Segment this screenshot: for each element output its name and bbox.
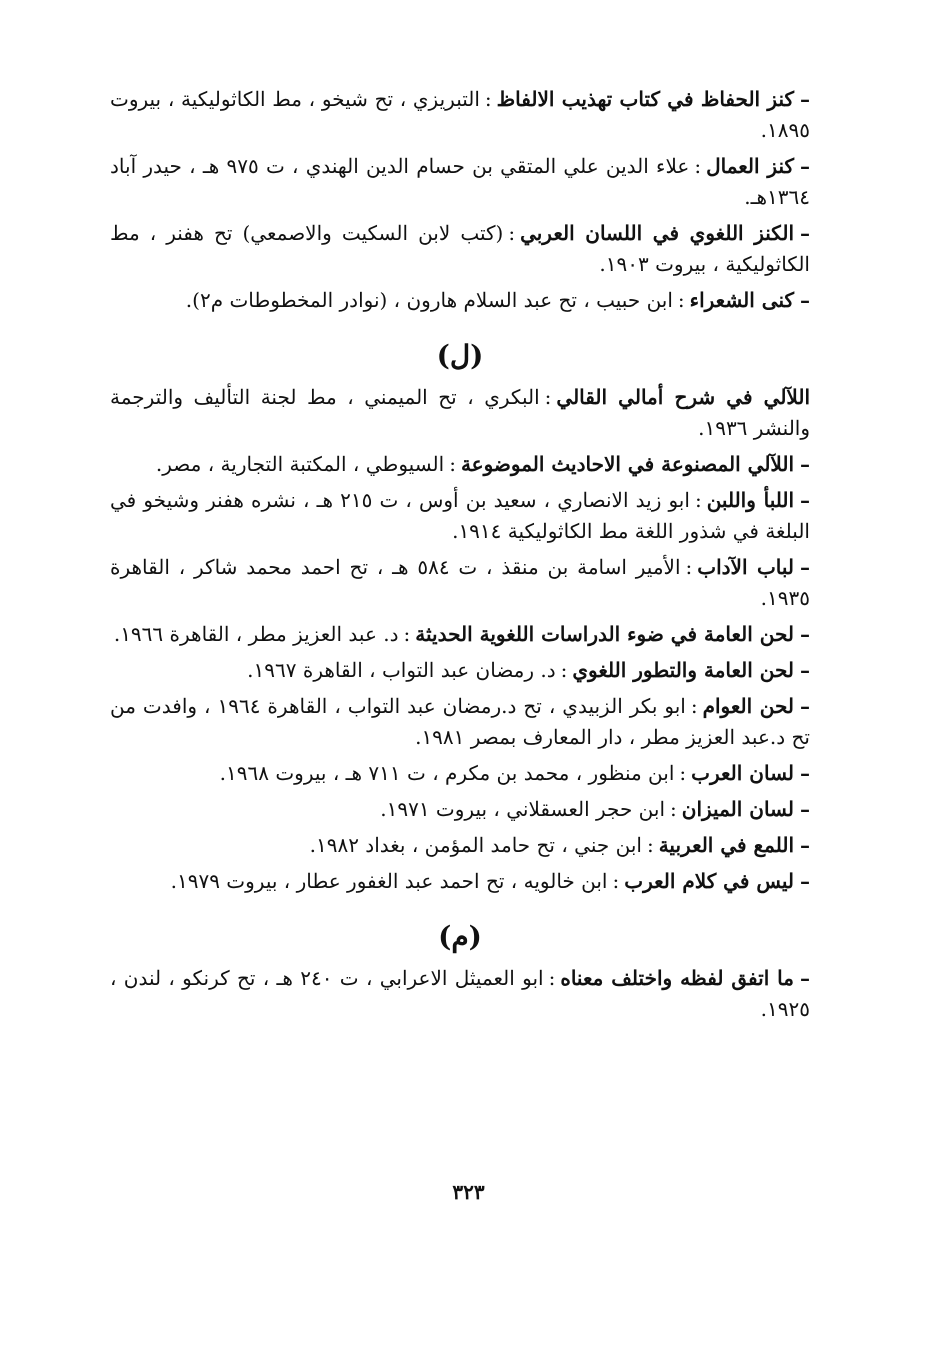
bibliography-entry: –لسان الميزان:ابن حجر العسقلاني ، بيروت ١٩٧١. — [380, 797, 810, 821]
bibliography-entry: –ما اتفق لفظه واختلف معناه:ابو العميثل الاعرابي ، ت ٢٤٠ هـ ، تح كرنكو ، لندن ، ١٩٢٥. — [110, 966, 810, 1021]
bibliography-entry: –اللآلي المصنوعة في الاحاديث الموضوعة:السيوطي ، المكتبة التجارية ، مصر. — [155, 452, 810, 476]
entry-detail: د. عبد العزيز مطر ، القاهرة ١٩٦٦. — [113, 622, 399, 646]
entry-title: ما اتفق لفظه واختلف معناه — [560, 966, 794, 990]
page-number: ٣٢٣ — [452, 1180, 485, 1204]
entry-dash: – — [800, 87, 811, 111]
section-lam — [110, 336, 810, 897]
entry-title: كنز العمال — [706, 154, 795, 178]
bibliography-entry: –لحن العامة في ضوء الدراسات اللغوية الحديثة:د. عبد العزيز مطر ، القاهرة ١٩٦٦. — [113, 622, 810, 646]
bibliography-entry: –كنز الحفاظ في كتاب تهذيب الالفاظ:التبريزي ، تح شيخو ، مط الكاثوليكية ، بيروت ١٨٩٥. — [110, 87, 811, 142]
entry-detail: ابن خالويه ، تح احمد عبد الغفور عطار ، بيروت ١٩٧٩. — [170, 869, 608, 893]
entry-title: اللآلي في شرح أمالي القالي — [556, 385, 810, 409]
entry-title: الكنز اللغوي في اللسان العربي — [520, 221, 794, 245]
entry-detail: ابن حبيب ، تح عبد السلام هارون ، (نوادر المخطوطات م٢). — [185, 288, 673, 312]
entry-detail: الأمير اسامة بن منقذ ، ت ٥٨٤ هـ ، تح احمد محمد شاكر ، القاهرة ١٩٣٥. — [110, 555, 810, 610]
entry-title: اللآلي المصنوعة في الاحاديث الموضوعة — [460, 452, 794, 476]
entry-dash: – — [800, 221, 810, 245]
entry-dash: – — [800, 658, 810, 682]
entry-detail: د. رمضان عبد التواب ، القاهرة ١٩٦٧. — [247, 658, 556, 682]
entry-title: كنى الشعراء — [689, 288, 794, 312]
entry-dash: – — [800, 154, 811, 178]
entry-detail: ابن حجر العسقلاني ، بيروت ١٩٧١. — [380, 797, 666, 821]
entry-dash: – — [800, 966, 810, 990]
entry-title: اللبأ واللبن — [706, 488, 794, 512]
entry-title: لسان الميزان — [681, 797, 794, 821]
bibliography-entry: –لسان العرب:ابن منظور ، محمد بن مكرم ، ت ٧١١ هـ ، بيروت ١٩٦٨. — [219, 761, 810, 785]
bibliography-entry: –ليس في كلام العرب:ابن خالويه ، تح احمد عبد الغفور عطار ، بيروت ١٩٧٩. — [170, 869, 810, 893]
entry-title: كنز الحفاظ في كتاب تهذيب الالفاظ — [496, 87, 795, 111]
bibliography-entry: –اللبأ واللبن:ابو زيد الانصاري ، سعيد بن أوس ، ت ٢١٥ هـ ، نشره هفنر وشيخو في البلغة في شذور اللغة مط الكاثوليكية ١٩١٤. — [110, 488, 810, 543]
entry-dash: – — [800, 622, 810, 646]
entry-title: لحن العوام — [702, 694, 794, 718]
bibliography-entry: اللآلي في شرح أمالي القالي:البكري ، تح الميمني ، مط لجنة التأليف والترجمة والنشر ١٩٣٦. — [110, 385, 810, 440]
entry-dash: – — [800, 452, 810, 476]
entry-detail: البكري ، تح الميمني ، مط لجنة التأليف والترجمة والنشر ١٩٣٦. — [110, 385, 810, 440]
bibliography-entry: –لباب الآداب:الأمير اسامة بن منقذ ، ت ٥٨٤ هـ ، تح احمد محمد شاكر ، القاهرة ١٩٣٥. — [110, 555, 810, 610]
entry-detail: ابو العميثل الاعرابي ، ت ٢٤٠ هـ ، تح كرنكو ، لندن ، ١٩٢٥. — [110, 966, 810, 1021]
entry-detail: علاء الدين علي المتقي بن حسام الدين الهندي ، ت ٩٧٥ هـ ، حيدر آباد ١٣٦٤هـ. — [110, 154, 810, 209]
entry-dash: – — [800, 555, 810, 579]
entry-detail: السيوطي ، المكتبة التجارية ، مصر. — [155, 452, 445, 476]
section-mim — [110, 917, 810, 1025]
entry-detail: ابو زيد الانصاري ، سعيد بن أوس ، ت ٢١٥ هـ ، نشره هفنر وشيخو في البلغة في شذور اللغة مط الكاثوليكية ١٩١٤. — [110, 488, 810, 543]
entry-dash: – — [800, 833, 810, 857]
section-heading: (م) — [438, 920, 482, 953]
entry-detail: (كتب لابن السكيت والاصمعي) تح هفنر ، مط الكاثوليكية ، بيروت ١٩٠٣. — [110, 221, 810, 276]
bibliography-page — [110, 84, 810, 1030]
bibliography-entry: –كنى الشعراء:ابن حبيب ، تح عبد السلام هارون ، (نوادر المخطوطات م٢). — [185, 288, 810, 312]
entry-title: لسان العرب — [691, 761, 794, 785]
entry-dash: – — [800, 488, 810, 512]
entry-title: لباب الآداب — [697, 555, 794, 579]
entry-detail: التبريزي ، تح شيخو ، مط الكاثوليكية ، بيروت ١٨٩٥. — [110, 87, 810, 142]
entry-title: اللمع في العربية — [658, 833, 794, 857]
entry-dash: – — [800, 869, 810, 893]
bibliography-entry: –لحن العوام:ابو بكر الزبيدي ، تح د.رمضان عبد التواب ، القاهرة ١٩٦٤ ، وافدت من تح د.عبد العزيز مطر ، دار المعارف بمصر ١٩٨١. — [110, 694, 810, 749]
bibliography-entry: –الكنز اللغوي في اللسان العربي:(كتب لابن السكيت والاصمعي) تح هفنر ، مط الكاثوليكية ، بيروت ١٩٠٣. — [110, 221, 810, 276]
section-kaf — [110, 84, 810, 316]
entry-detail: ابن جني ، تح حامد المؤمن ، بغداد ١٩٨٢. — [309, 833, 642, 857]
entry-detail: ابن منظور ، محمد بن مكرم ، ت ٧١١ هـ ، بيروت ١٩٦٨. — [219, 761, 675, 785]
section-heading: (ل) — [436, 339, 484, 372]
entry-title: ليس في كلام العرب — [624, 869, 794, 893]
entry-dash: – — [800, 288, 810, 312]
bibliography-entry: –لحن العامة والتطور اللغوي:د. رمضان عبد التواب ، القاهرة ١٩٦٧. — [247, 658, 810, 682]
bibliography-entry: –كنز العمال:علاء الدين علي المتقي بن حسام الدين الهندي ، ت ٩٧٥ هـ ، حيدر آباد ١٣٦٤هـ. — [110, 154, 811, 209]
entry-title: لحن العامة والتطور اللغوي — [572, 658, 794, 682]
entry-dash: – — [800, 797, 810, 821]
entry-dash: – — [800, 761, 810, 785]
entry-detail: ابو بكر الزبيدي ، تح د.رمضان عبد التواب ، القاهرة ١٩٦٤ ، وافدت من تح د.عبد العزيز مطر ، دار المعارف بمصر ١٩٨١. — [110, 694, 810, 749]
entry-title: لحن العامة في ضوء الدراسات اللغوية الحديثة — [415, 622, 794, 646]
entry-dash: – — [800, 694, 810, 718]
bibliography-entry: –اللمع في العربية:ابن جني ، تح حامد المؤمن ، بغداد ١٩٨٢. — [309, 833, 810, 857]
